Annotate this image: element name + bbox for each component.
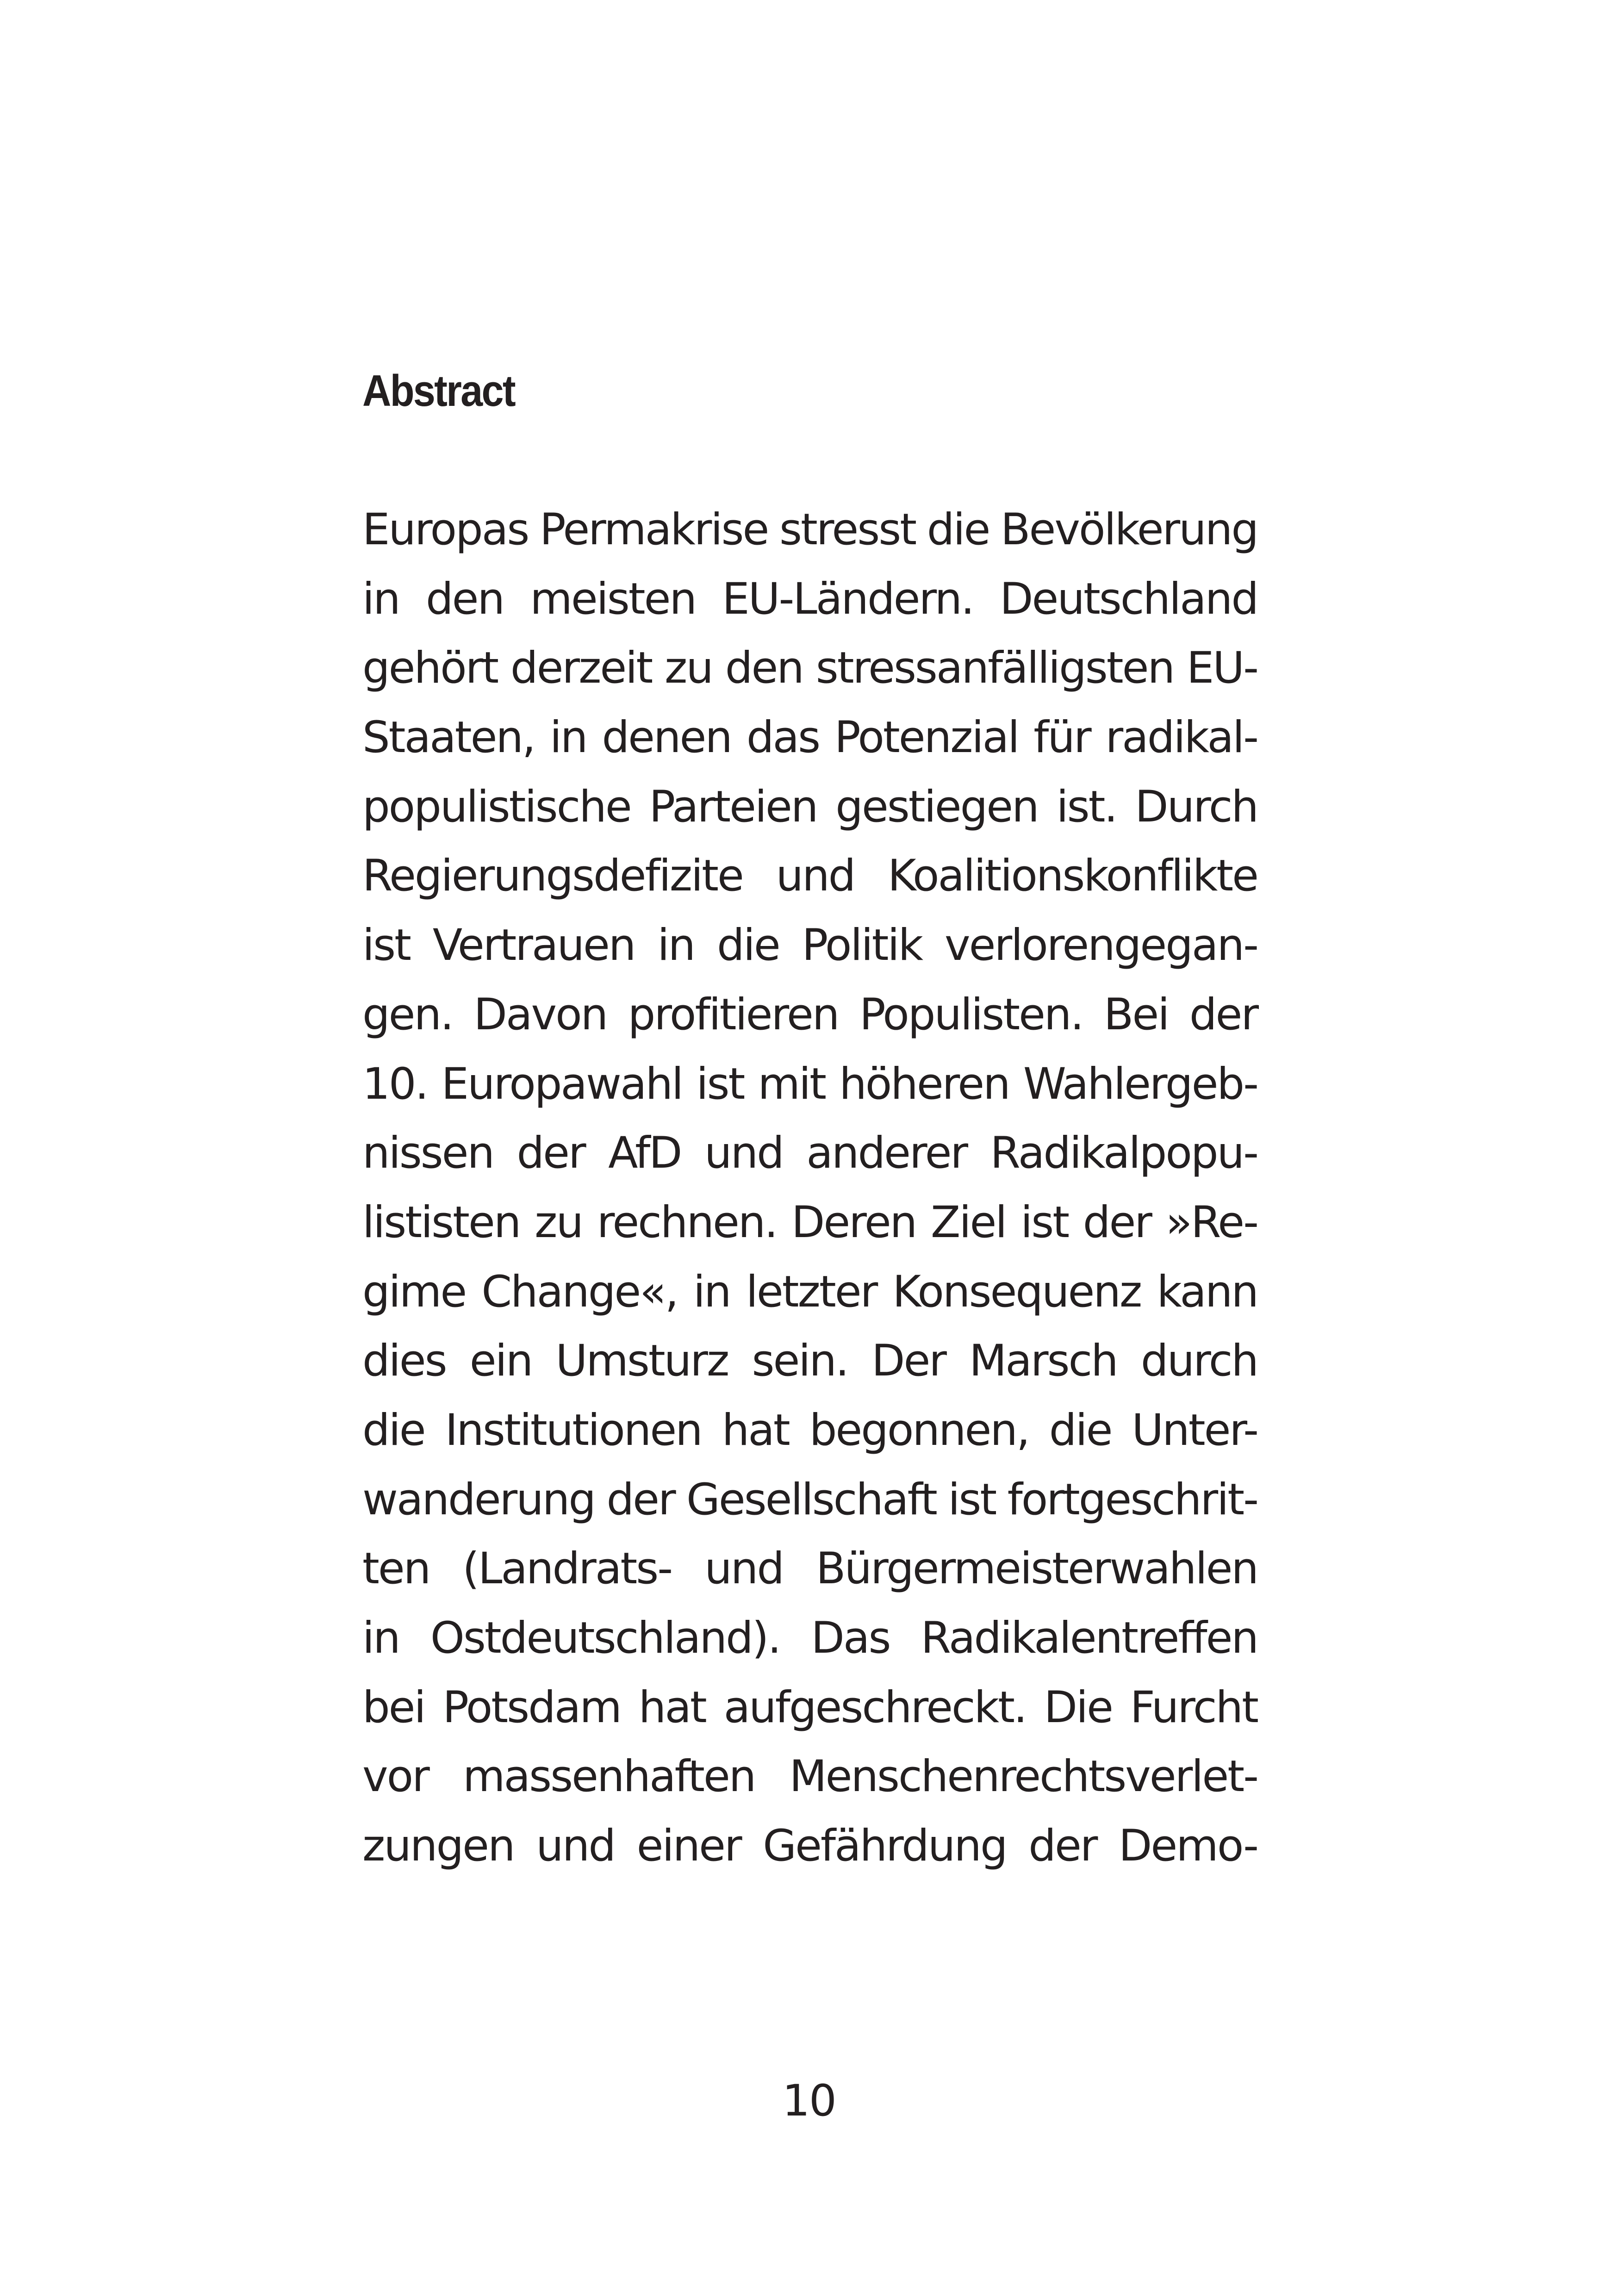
text-line: nissen der AfD und anderer Radikalpopu- [362, 1128, 1257, 1179]
text-line: 10. Europawahl ist mit höheren Wahlergeb- [362, 1058, 1257, 1109]
text-line: vor massenhaften Menschenrechtsverlet- [362, 1751, 1257, 1802]
text-line: in den meisten EU-Ländern. Deutschland [362, 573, 1257, 624]
text-line: populistische Parteien gestiegen ist. Durch [362, 781, 1257, 832]
text-line: gen. Davon profitieren Populisten. Bei der [362, 989, 1257, 1040]
text-line: ist Vertrauen in die Politik verlorengegan- [362, 920, 1257, 971]
text-line: lististen zu rechnen. Deren Ziel ist der »Re- [362, 1197, 1257, 1248]
text-line: gime Change«, in letzter Konsequenz kann [362, 1266, 1257, 1317]
text-line: gehört derzeit zu den stressanfälligsten EU- [362, 643, 1257, 694]
text-line: ten (Landrats- und Bürgermeisterwahlen [362, 1543, 1257, 1594]
text-line: in Ostdeutschland). Das Radikalentreffen [362, 1613, 1257, 1663]
section-heading: Abstract [362, 366, 515, 416]
page-number: 10 [782, 2076, 836, 2126]
text-line: Staaten, in denen das Potenzial für radikal- [362, 712, 1257, 763]
text-line: wanderung der Gesellschaft ist fortgeschrit- [362, 1474, 1257, 1525]
text-line: die Institutionen hat begonnen, die Unter- [362, 1405, 1257, 1456]
text-line: zungen und einer Gefährdung der Demo- [362, 1821, 1257, 1872]
text-line: dies ein Umsturz sein. Der Marsch durch [362, 1336, 1257, 1387]
text-line: Europas Permakrise stresst die Bevölkerung [362, 504, 1257, 555]
abstract-paragraph [362, 495, 1257, 1881]
text-line: Regierungsdefizite und Koalitionskonflikte [362, 851, 1257, 902]
text-line: bei Potsdam hat aufgeschreckt. Die Furcht [362, 1682, 1257, 1733]
